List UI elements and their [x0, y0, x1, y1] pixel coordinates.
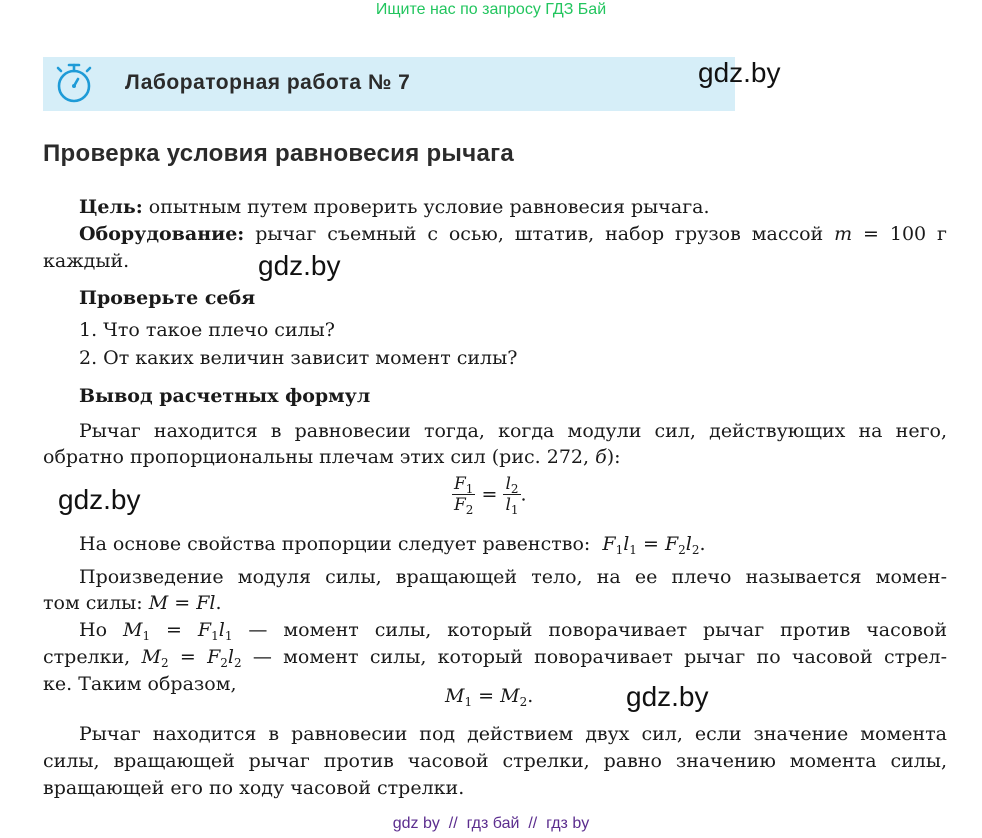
goal-text: опытным путем проверить условие равновесия рычага. — [142, 196, 710, 218]
formula-moments: $M_1 = M_2$. — [445, 685, 534, 709]
watermark: gdz.by — [58, 484, 141, 515]
equipment-label: Оборудование: — [79, 223, 245, 245]
derivation-title: Вывод расчетных формул — [79, 385, 371, 407]
para5-line1: Рычаг находится в равновесии под действием двух сил, если значение момента — [79, 723, 947, 745]
para4-line1: Но $M_1 = F_1l_1$ — момент силы, который поворачивает рычаг против часовой — [79, 619, 947, 643]
check-title: Проверьте себя — [79, 287, 256, 309]
watermark: gdz.by — [258, 250, 341, 281]
watermark: gdz.by — [626, 681, 709, 712]
mass-symbol: m — [834, 223, 853, 245]
para3-line1: Произведение модуля силы, вращающей тело, на ее плечо называется момен- — [79, 566, 947, 588]
goal-line — [79, 195, 710, 219]
question-1: 1. Что такое плечо силы? — [79, 319, 335, 341]
para5-line2: силы, вращающей рычаг против часовой стрелки, равно значению момента силы, — [43, 750, 947, 772]
para4-line2: стрелки, $M_2 = F_2l_2$ — момент силы, который поворачивает рычаг по часовой стрел- — [43, 646, 947, 670]
lab-title: Лабораторная работа № 7 — [125, 71, 411, 94]
para3-line2: том силы: M = Fl. — [43, 592, 222, 614]
page-title: Проверка условия равновесия рычага — [43, 140, 515, 167]
watermark: gdz.by — [698, 57, 781, 88]
goal-label: Цель: — [79, 196, 143, 218]
top-search-hint: Ищите нас по запросу ГДЗ Бай — [375, 1, 607, 18]
para1-line1: Рычаг находится в равновесии тогда, когда модули сил, действующих на него, — [79, 420, 947, 442]
para2: На основе свойства пропорции следует равенство: $F_1l_1 = F_2l_2$. — [79, 533, 706, 557]
para4-line3: ке. Таким образом, — [43, 673, 237, 695]
question-2: 2. От каких величин зависит момент силы? — [79, 347, 518, 369]
para1-line2: обратно пропорциональны плечам этих сил (рис. 272, б): — [43, 446, 621, 468]
equipment-line-end: каждый. — [43, 250, 130, 272]
para5-line3: вращающей его по ходу часовой стрелки. — [43, 777, 465, 799]
formula-ratio: $\frac{F_1}{F_2}$ = $\frac{l_2}{l_1}$ . — [454, 474, 527, 517]
equipment-line: Оборудование: рычаг съемный с осью, штатив, набор грузов массой m = 100 г — [79, 223, 947, 245]
stopwatch-icon — [53, 61, 95, 105]
bottom-links[interactable]: gdz by // гдз бай // гдз by — [392, 815, 590, 832]
